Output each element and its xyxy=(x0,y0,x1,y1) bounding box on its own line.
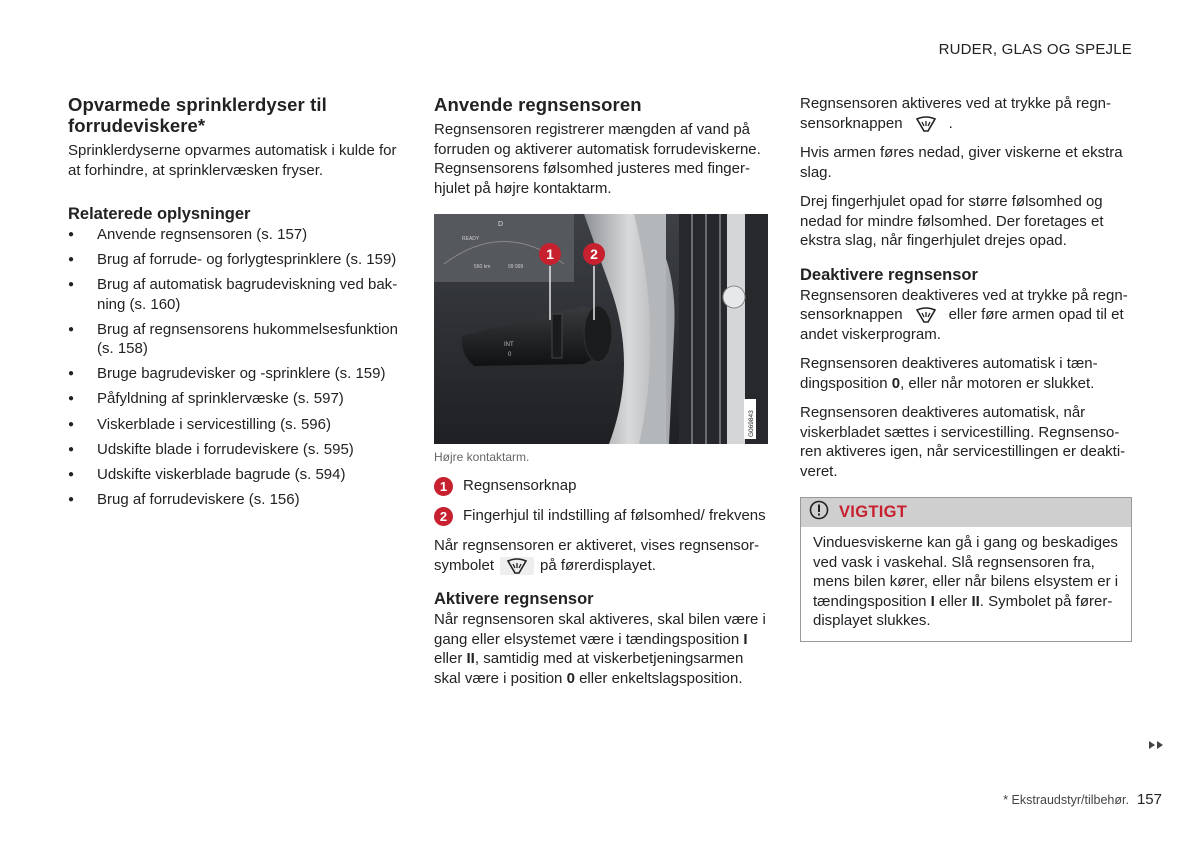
activate-paragraph: Når regnsensoren skal aktiveres, skal bilen være i gang eller elsystemet være i tændingsposition I eller II, samtidig med at viskerbetjeningsarmen skal være i position 0 eller enkeltslagsposition. xyxy=(434,611,766,687)
related-info-list xyxy=(68,225,398,509)
legend-text: Fingerhjul til indstilling af følsomhed/ frekvens xyxy=(463,507,766,524)
photo-code: G069843 xyxy=(748,410,755,437)
heated-nozzles-title: Opvarmede sprinklerdyser til forrudeviskere* xyxy=(68,94,327,136)
page-number: 157 xyxy=(1136,791,1162,808)
related-link[interactable]: ● Brug af regnsensorens hukommelsesfunktion (s. 158) xyxy=(68,320,398,359)
related-link[interactable]: ● Viskerblade i servicestilling (s. 596) xyxy=(68,415,398,435)
rain-sensor-icon xyxy=(909,115,943,133)
svg-text:99 999: 99 999 xyxy=(508,264,524,270)
deactivate-button-paragraph: Regnsensoren deaktiveres ved at trykke på regnsensorknappen eller føre armen opad til et andet viskerprogram. xyxy=(800,286,1128,343)
rain-sensor-title: Anvende regnsensoren xyxy=(434,94,642,115)
deactivate-auto-paragraph: Regnsensoren deaktiveres automatisk i tændingsposition 0, eller når motoren er slukket. xyxy=(800,355,1098,392)
next-page-arrows-icon[interactable] xyxy=(1148,737,1166,755)
column-middle xyxy=(434,94,769,698)
related-link[interactable]: ● Brug af forrude- og forlygtesprinklere (s. 159) xyxy=(68,250,398,270)
heated-nozzles-intro: Sprinklerdyserne opvarmes automatisk i kulde for at forhindre, at sprinklervæsken fryser. xyxy=(68,142,397,179)
related-link[interactable]: ● Udskifte blade i forrudeviskere (s. 595) xyxy=(68,440,398,460)
footnote: * Ekstraudstyr/tilbehør. xyxy=(1003,793,1129,807)
legend-item xyxy=(434,476,769,496)
stalk-photo xyxy=(434,214,768,444)
activate-button-paragraph: Regnsensoren aktiveres ved at trykke på regnsensorknappen . xyxy=(800,95,1111,132)
legend-item xyxy=(434,506,769,526)
activate-title: Aktivere regnsensor xyxy=(434,590,594,608)
svg-text:READY: READY xyxy=(462,236,480,242)
related-link[interactable]: ● Brug af forrudeviskere (s. 156) xyxy=(68,490,398,510)
related-link[interactable]: ● Bruge bagrudevisker og -sprinklere (s. 159) xyxy=(68,364,398,384)
related-link[interactable]: ● Brug af automatisk bagrudeviskning ved bakning (s. 160) xyxy=(68,275,398,314)
marker-2: 2 xyxy=(590,246,598,262)
rain-sensor-icon xyxy=(500,557,534,575)
column-left xyxy=(68,94,398,515)
section-header: RUDER, GLAS OG SPEJLE xyxy=(938,41,1132,58)
legend-text: Regnsensorknap xyxy=(463,477,577,494)
warning-title: VIGTIGT xyxy=(839,503,908,521)
warning-icon xyxy=(809,500,829,525)
svg-text:D: D xyxy=(498,221,504,228)
photo-caption: Højre kontaktarm. xyxy=(434,450,530,464)
warning-box xyxy=(800,497,1132,642)
related-link[interactable]: ● Udskifte viskerblade bagrude (s. 594) xyxy=(68,465,398,485)
marker-1: 1 xyxy=(546,246,554,262)
thumbwheel-paragraph: Drej fingerhjulet opad for større følsomhed og nedad for mindre følsomhed. Der foretages et ekstra slag, når fingerhjulet drejes opad. xyxy=(800,193,1104,249)
svg-text:0: 0 xyxy=(508,352,512,358)
warning-header xyxy=(801,498,1131,527)
symbol-paragraph: Når regnsensoren er aktiveret, vises regnsensorsymbolet på førerdisplayet. xyxy=(434,537,760,574)
rain-sensor-icon xyxy=(909,306,943,324)
svg-text:INT: INT xyxy=(504,342,514,348)
legend-number: 1 xyxy=(434,477,453,496)
rain-sensor-intro: Regnsensoren registrerer mængden af vand på forruden og aktiverer automatisk forrudeviskerne. Regnsensorens følsomhed justeres med fingerhjulet på højre kontaktarm. xyxy=(434,121,761,197)
arm-down-paragraph: Hvis armen føres nedad, giver viskerne et ekstra slag. xyxy=(800,144,1123,181)
stalk-illustration xyxy=(434,214,768,444)
related-link[interactable]: ● Anvende regnsensoren (s. 157) xyxy=(68,225,398,245)
related-info-title: Relaterede oplysninger xyxy=(68,205,251,223)
warning-text: Vinduesviskerne kan gå i gang og beskadiges ved vask i vaskehal. Slå regnsensoren fra, mens bilen kører, eller når bilens elsystem er i tændingsposition I eller II. Symbolet på førerdisplayet slukkes. xyxy=(813,534,1119,629)
related-link[interactable]: ● Påfyldning af sprinklervæske (s. 597) xyxy=(68,389,398,409)
page-footer xyxy=(1003,791,1162,808)
column-right xyxy=(800,94,1132,642)
svg-text:560 km: 560 km xyxy=(474,264,491,270)
legend-number: 2 xyxy=(434,507,453,526)
deactivate-title: Deaktivere regnsensor xyxy=(800,265,978,284)
service-position-paragraph: Regnsensoren deaktiveres automatisk, når viskerbladet sættes i servicestilling. Regnsensoren aktiveres igen, når servicestillingen er deaktiveret. xyxy=(800,404,1126,480)
